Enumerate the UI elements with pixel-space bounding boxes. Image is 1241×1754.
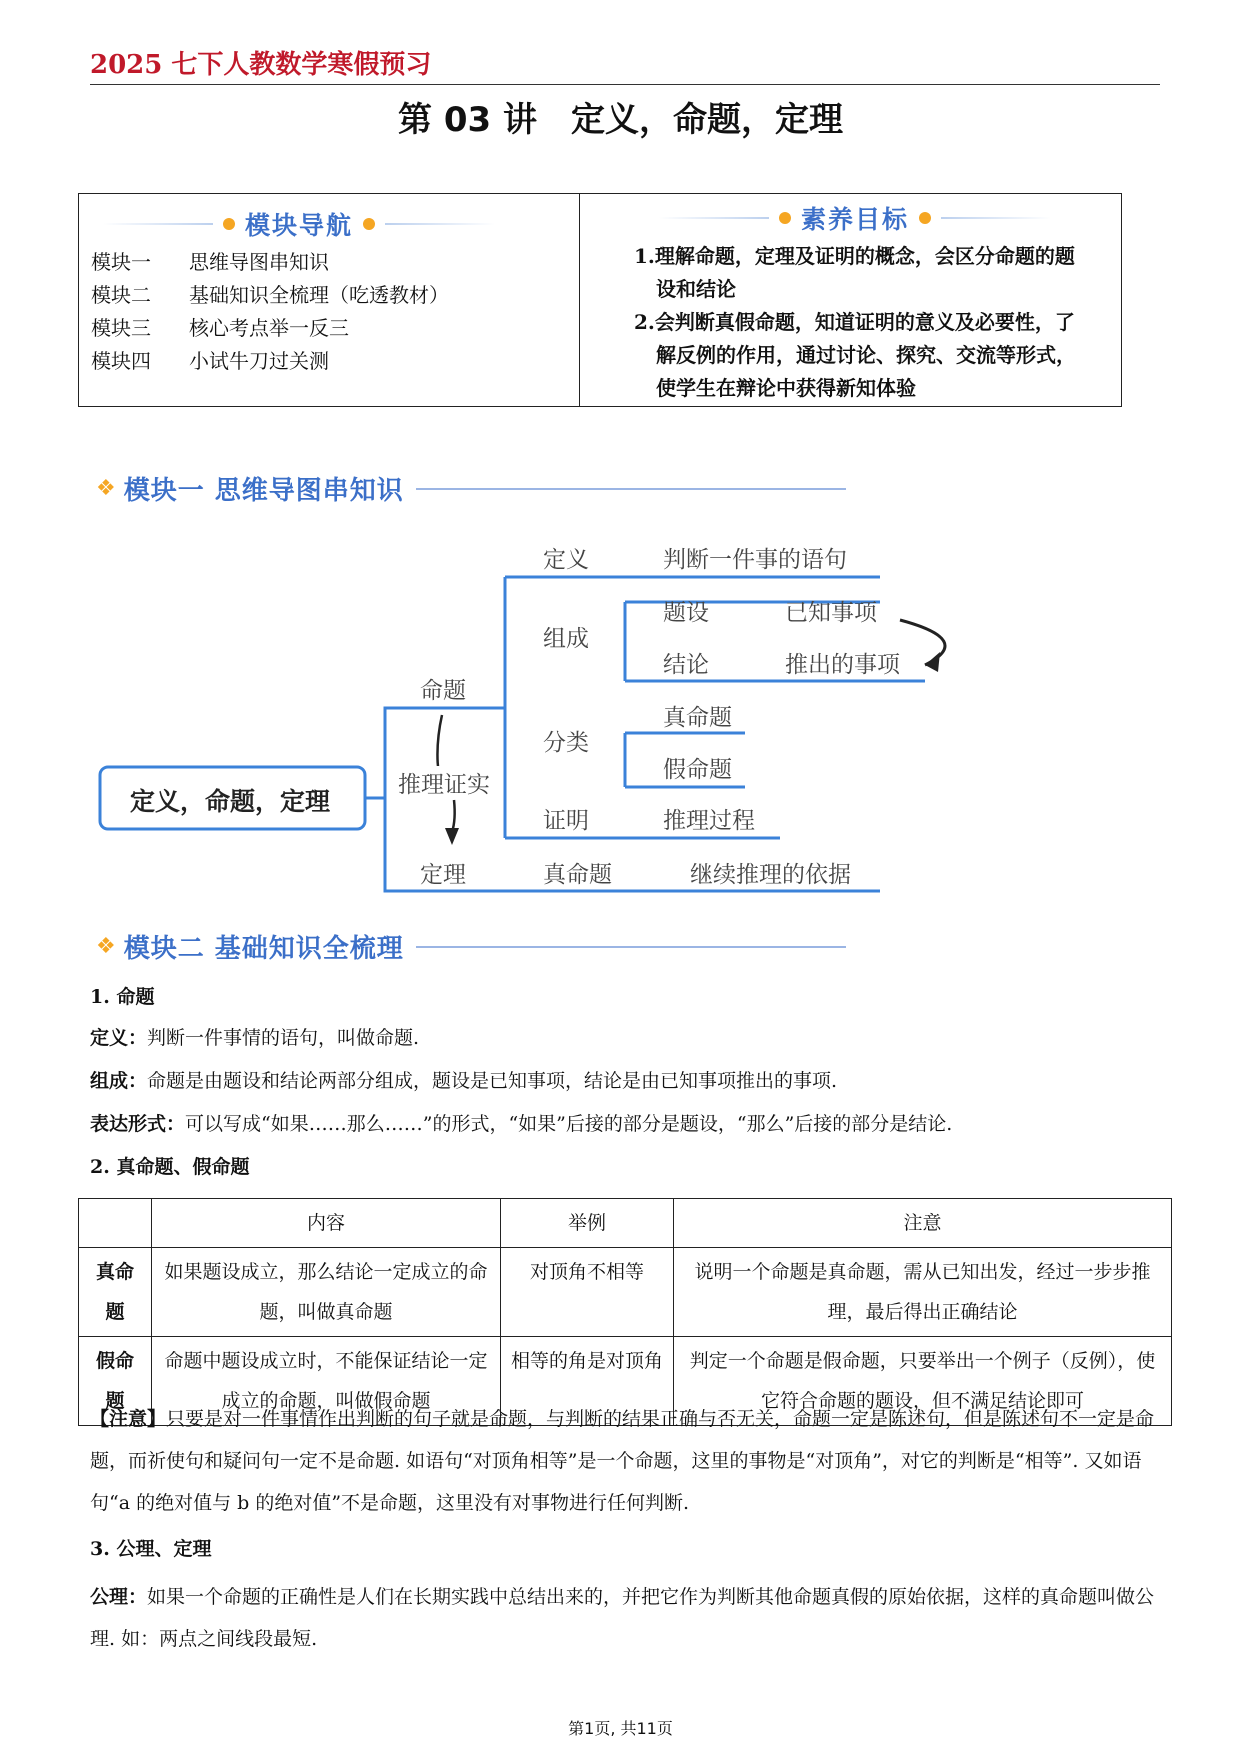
proposition-table xyxy=(78,1198,1172,1426)
nav-item: 模块一 思维导图串知识 xyxy=(91,250,329,274)
note-paragraph: 【注意】只要是对一件事情作出判断的句子就是命题，与判断的结果正确与否无关，命题一定是陈述句，但是陈述句不一定是命题，而祈使句和疑问句一定不是命题. 如语句“对顶角相等”是一个命题，这里的事物是“对顶角”，对它的判断是“相等”. 又如语句“a 的绝对值与 b 的绝对值”不是命题，这里没有对事物进行任何判断. xyxy=(90,1408,1155,1514)
heading-3: 3. 公理、定理 xyxy=(90,1538,212,1560)
nav-heading-text: 模块导航 xyxy=(245,211,354,240)
mm-fenlei: 分类 xyxy=(543,730,589,756)
mm-zhen: 真命题 xyxy=(663,705,732,731)
section1-heading: ❖ 模块一 思维导图串知识 xyxy=(96,470,846,507)
mm-dingyi: 定义 xyxy=(543,547,589,573)
table-header: 内容 举例 注意 xyxy=(79,1199,1172,1248)
mm-tuili-arrow xyxy=(452,800,455,832)
composition: 组成：命题是由题设和结论两部分组成，题设是已知事项，结论是由已知事项推出的事项. xyxy=(90,1070,838,1092)
mm-tishe: 题设 xyxy=(663,600,709,626)
mm-dingli-desc: 继续推理的依据 xyxy=(690,862,851,888)
mm-jia: 假命题 xyxy=(663,757,732,783)
mm-tishe-desc: 已知事项 xyxy=(785,600,877,626)
definition: 定义：判断一件事情的语句，叫做命题. xyxy=(90,1027,420,1049)
page-title: 第 03 讲 定义，命题，定理 xyxy=(398,100,843,140)
mm-root: 定义，命题，定理 xyxy=(130,787,331,816)
mm-mingti: 命题 xyxy=(420,678,466,704)
mm-tuili: 推理证实 xyxy=(398,766,490,799)
doc-header: 2025 七下人教数学寒假预习 xyxy=(90,50,432,80)
nav-item: 模块三 核心考点举一反三 xyxy=(91,316,349,340)
mm-dingli-zhen: 真命题 xyxy=(543,862,612,888)
page-footer: 第1页, 共11页 xyxy=(568,1719,673,1738)
axiom-paragraph: 公理：如果一个命题的正确性是人们在长期实践中总结出来的，并把它作为判断其他命题真假的原始依据，这样的真命题叫做公理. 如：两点之间线段最短. xyxy=(90,1586,1155,1650)
mm-jielun-desc: 推出的事项 xyxy=(785,652,900,678)
table-row: 真命题 如果题设成立，那么结论一定成立的命题，叫做真命题 对顶角不相等 说明一个命题是真命题，需从已知出发，经过一步步推理，最后得出正确结论 xyxy=(79,1248,1172,1337)
mm-dingyi-desc: 判断一件事的语句 xyxy=(663,547,847,573)
arrow-down-icon xyxy=(445,828,459,845)
mm-zucheng: 组成 xyxy=(543,626,589,652)
section2-heading: ❖ 模块二 基础知识全梳理 xyxy=(96,928,846,965)
mm-zhengming: 证明 xyxy=(543,808,589,834)
expression-form: 表达形式：可以写成“如果……那么……”的形式，“如果”后接的部分是题设，“那么”后接的部分是结论. xyxy=(90,1113,953,1135)
diamond-icon: ❖ xyxy=(96,476,116,501)
nav-item: 模块四 小试牛刀过关测 xyxy=(91,349,329,373)
goal-list: 1.理解命题，定理及证明的概念，会区分命题的题 设和结论 2.会判断真假命题，知道证明的意义及必要性，了 解反例的作用，通过讨论、探究、交流等形式， 使学生在辩论中获得新知体验 xyxy=(634,244,1076,400)
table-row: 假命题 命题中题设成立时，不能保证结论一定成立的命题，叫做假命题 相等的角是对顶角 判定一个命题是假命题，只要举出一个例子（反例），使它符合命题的题设，但不满足结论即可 xyxy=(79,1337,1172,1426)
nav-item: 模块二 基础知识全梳理（吃透教材） xyxy=(91,283,449,307)
mm-jielun: 结论 xyxy=(663,652,709,678)
heading-1: 1. 命题 xyxy=(90,986,155,1008)
mm-dingli: 定理 xyxy=(420,862,466,888)
section-rule xyxy=(416,946,846,948)
goals-heading-text: 素养目标 xyxy=(801,205,910,234)
diamond-icon: ❖ xyxy=(96,934,116,959)
arrow-head-icon xyxy=(925,652,940,672)
heading-2: 2. 真命题、假命题 xyxy=(90,1156,250,1178)
mm-zhengming-desc: 推理过程 xyxy=(663,808,755,834)
